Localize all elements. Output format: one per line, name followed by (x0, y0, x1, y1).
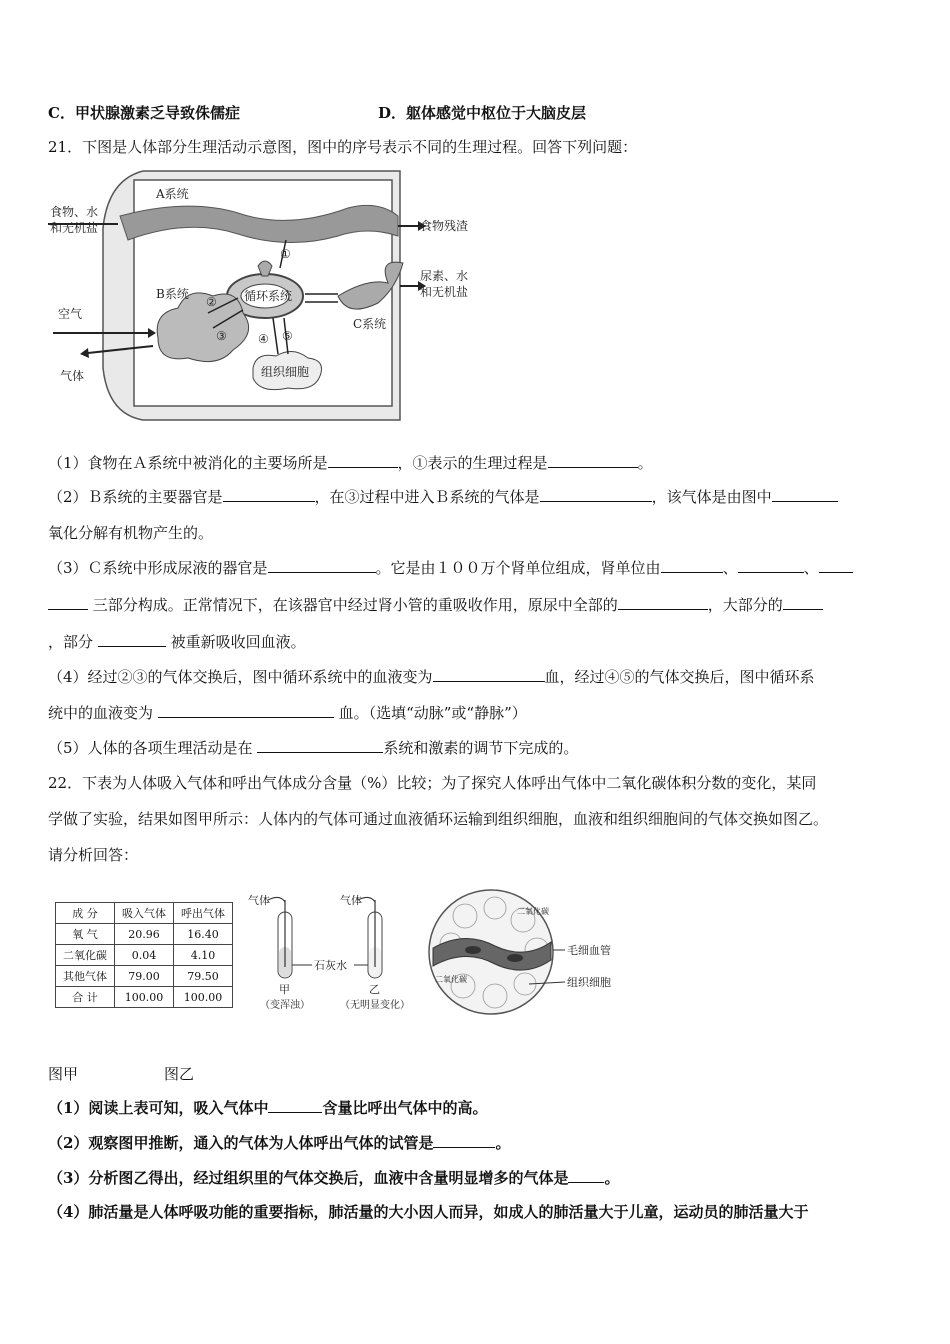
limewater-label: 石灰水 (314, 959, 347, 972)
air-label: 空气 (58, 307, 83, 321)
q21-part4-cont: 统中的血液变为 血。（选填“动脉”或“静脉”） (48, 704, 527, 722)
table-cell: 20.96 (115, 924, 174, 945)
answer-blank[interactable] (661, 558, 723, 573)
table-cell: 二氧化碳 (56, 945, 115, 966)
urea-label-1: 尿素、水 (420, 269, 469, 283)
answer-blank[interactable] (568, 1168, 604, 1183)
num-3: ③ (216, 329, 227, 343)
answer-blank[interactable] (48, 595, 88, 610)
food-label-2: 和无机盐 (50, 221, 99, 235)
tissue-cells-label: 组织细胞 (261, 365, 310, 379)
table-row (56, 924, 233, 945)
table-row (56, 987, 233, 1008)
table-cell: 100.00 (174, 987, 233, 1008)
q22-stem-1: 22．下表为人体吸入气体和呼出气体成分含量（%）比较；为了探究人体呼出气体中二氧化碳体积分数的变化，某同 (48, 774, 817, 792)
answer-blank[interactable] (268, 558, 376, 573)
q22-part3: （3）分析图乙得出，经过组织里的气体交换后，血液中含量明显增多的气体是 。 (48, 1169, 620, 1187)
answer-blank[interactable] (98, 632, 166, 647)
answer-blank[interactable] (819, 558, 853, 573)
num-2: ② (206, 295, 217, 309)
q22-part1: （1）阅读上表可知，吸入气体中 含量比呼出气体中的高。 (48, 1099, 488, 1117)
q21-part2-cont: 氧化分解有机物产生的。 (48, 524, 214, 542)
answer-blank[interactable] (328, 453, 398, 468)
q21-part2: （2）Ｂ系统的主要器官是 ，在③过程中进入Ｂ系统的气体是 ，该气体是由图中 (48, 487, 838, 507)
answer-blank[interactable] (158, 703, 334, 718)
table-row (56, 966, 233, 987)
tube-yi-label: 乙 (369, 983, 380, 996)
answer-blank[interactable] (618, 595, 708, 610)
q22-part2: （2）观察图甲推断，通入的气体为人体呼出气体的试管是 。 (48, 1134, 511, 1152)
answer-blank[interactable] (268, 1098, 322, 1113)
c-system-label: C系统 (353, 317, 387, 331)
capillary-label: 毛细血管 (567, 944, 611, 957)
b-system-label: B系统 (156, 287, 189, 301)
q21-part3: （3）Ｃ系统中形成尿液的器官是 。它是由１００万个肾单位组成，肾单位由 、 、 (48, 558, 853, 578)
table-row (56, 945, 233, 966)
answer-blank[interactable] (738, 558, 804, 573)
table-cell: 合 计 (56, 987, 115, 1008)
gas-label: 气体 (60, 369, 85, 383)
tube-gas-left: 气体 (248, 894, 270, 907)
num-1: ① (280, 247, 291, 261)
answer-blank[interactable] (783, 595, 823, 610)
food-label-1: 食物、水 (50, 205, 99, 219)
answer-blank[interactable] (433, 667, 545, 682)
q21-part4: （4）经过②③的气体交换后，图中循环系统中的血液变为 血，经过④⑤的气体交换后，图中循环系 (48, 668, 815, 686)
q22-stem-2: 学做了实验，结果如图甲所示：人体内的气体可通过血液循环运输到组织细胞，血液和组织细胞间的气体交换如图乙。 (48, 810, 829, 828)
table-header: 呼出气体 (174, 903, 233, 924)
table-header: 成 分 (56, 903, 115, 924)
tissue-cell-label: 组织细胞 (567, 976, 611, 989)
table-header-row (56, 903, 233, 924)
option-d: D．躯体感觉中枢位于大脑皮层 (378, 104, 587, 122)
urea-label-2: 和无机盐 (420, 285, 469, 299)
tube-jia-label: 甲 (279, 983, 290, 996)
gas-composition-table (55, 902, 233, 1008)
fig-jia-caption: 图甲 (48, 1065, 79, 1083)
option-c: C．甲状腺激素乏导致侏儒症 (48, 104, 240, 122)
tube-gas-right: 气体 (340, 894, 362, 907)
table-cell: 16.40 (174, 924, 233, 945)
tube-jia-note: （变浑浊） (260, 1000, 310, 1011)
table-cell: 4.10 (174, 945, 233, 966)
answer-blank[interactable] (548, 453, 638, 468)
co2-label-bottom: 二氧化碳 (435, 975, 467, 984)
q21-part3-cont2: ，部分 被重新吸收回血液。 (48, 633, 306, 651)
num-4: ④ (258, 332, 269, 346)
food-residue-label: 食物残渣 (420, 219, 469, 233)
answer-blank[interactable] (223, 487, 315, 502)
table-cell: 其他气体 (56, 966, 115, 987)
table-cell: 100.00 (115, 987, 174, 1008)
q22-stem-3: 请分析回答： (48, 846, 139, 864)
co2-label-top: 二氧化碳 (517, 907, 549, 916)
table-cell: 氧 气 (56, 924, 115, 945)
test-tube-figure (248, 892, 423, 1016)
fig-yi-caption: 图乙 (164, 1065, 195, 1083)
answer-blank[interactable] (433, 1133, 495, 1148)
table-cell: 79.00 (115, 966, 174, 987)
a-system-label: A系统 (156, 187, 189, 201)
q22-part4: （4）肺活量是人体呼吸功能的重要指标，肺活量的大小因人而异，如成人的肺活量大于儿童，运动员的肺活量大于 (48, 1203, 809, 1221)
table-cell: 0.04 (115, 945, 174, 966)
q21-stem: 21．下图是人体部分生理活动示意图，图中的序号表示不同的生理过程。回答下列问题： (48, 138, 638, 156)
answer-blank[interactable] (540, 487, 652, 502)
num-5: ⑤ (282, 329, 293, 343)
circulation-label: 循环系统 (244, 289, 293, 303)
answer-blank[interactable] (257, 738, 383, 753)
tube-yi-note: （无明显变化） (340, 1000, 410, 1011)
capillary-figure (425, 886, 625, 1018)
q21-part1: （1）食物在Ａ系统中被消化的主要场所是 ，①表示的生理过程是 。 (48, 454, 653, 472)
q21-figure (48, 168, 470, 430)
q21-part5: （5）人体的各项生理活动是在 系统和激素的调节下完成的。 (48, 739, 579, 757)
q21-part3-cont: 三部分构成。正常情况下，在该器官中经过肾小管的重吸收作用，原尿中全部的 ，大部分的 (48, 595, 823, 615)
table-cell: 79.50 (174, 966, 233, 987)
table-header: 吸入气体 (115, 903, 174, 924)
answer-blank[interactable] (772, 487, 838, 502)
